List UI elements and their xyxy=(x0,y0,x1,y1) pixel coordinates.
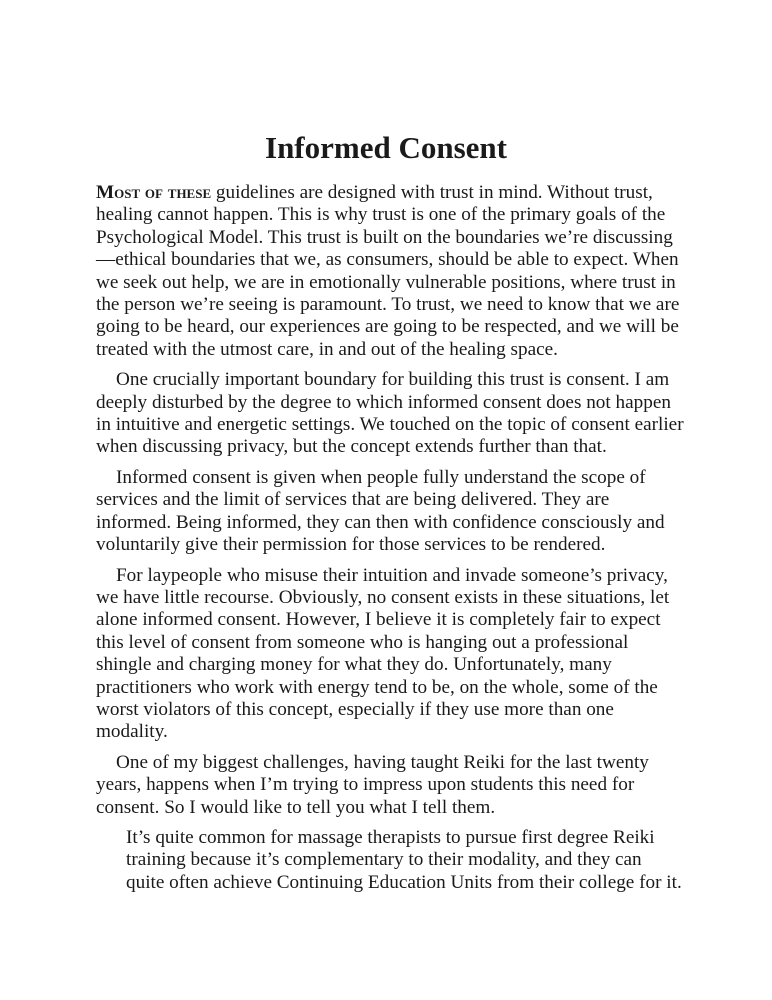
paragraph-5: One of my biggest challenges, having taught Reiki for the last twenty years, happens when I’m trying to impress upon students this need for consent. So I would like to tell you what I tell them. xyxy=(96,751,649,818)
paragraph-4: For laypeople who misuse their intuition and invade someone’s privacy, we have little recourse. Obviously, no consent exists in these situations, let alone informed consent. However, I believe it is completely fair to expect this level of consent from someone who is hanging out a professional shingle and charging money for what they do. Unfortunately, many practitioners who work with energy tend to be, on the whole, some of the worst violators of this concept, especially if they use more than one modality. xyxy=(96,564,670,743)
paragraph-2: One crucially important boundary for building this trust is consent. I am deeply disturbed by the degree to which informed consent does not happen in intuitive and energetic settings. We touched on the topic of consent earlier when discussing privacy, but the concept extends further than that. xyxy=(96,369,684,458)
opening-smallcaps: Most of these xyxy=(96,182,212,203)
body-text xyxy=(96,182,684,894)
paragraph-1 xyxy=(96,182,684,361)
block-quote: It’s quite common for massage therapists to pursue first degree Reiki training because it’s complementary to their modality, and they can quite often achieve Continuing Education Units from their college for it. xyxy=(126,826,682,893)
paragraph-1-text: guidelines are designed with trust in mind. Without trust, healing cannot happen. This is why trust is one of the primary goals of the Psychological Model. This trust is built on the boundaries we’re discussing—ethical boundaries that we, as consumers, should be able to expect. When we seek out help, we are in emotionally vulnerable positions, where trust in the person we’re seeing is paramount. To trust, we need to know that we are going to be heard, our experiences are going to be respected, and we will be treated with the utmost care, in and out of the healing space. xyxy=(96,182,680,360)
chapter-title: Informed Consent xyxy=(265,130,507,165)
paragraph-3: Informed consent is given when people fully understand the scope of services and the limit of services that are being delivered. They are informed. Being informed, they can then with confidence consciously and voluntarily give their permission for those services to be rendered. xyxy=(96,466,665,556)
